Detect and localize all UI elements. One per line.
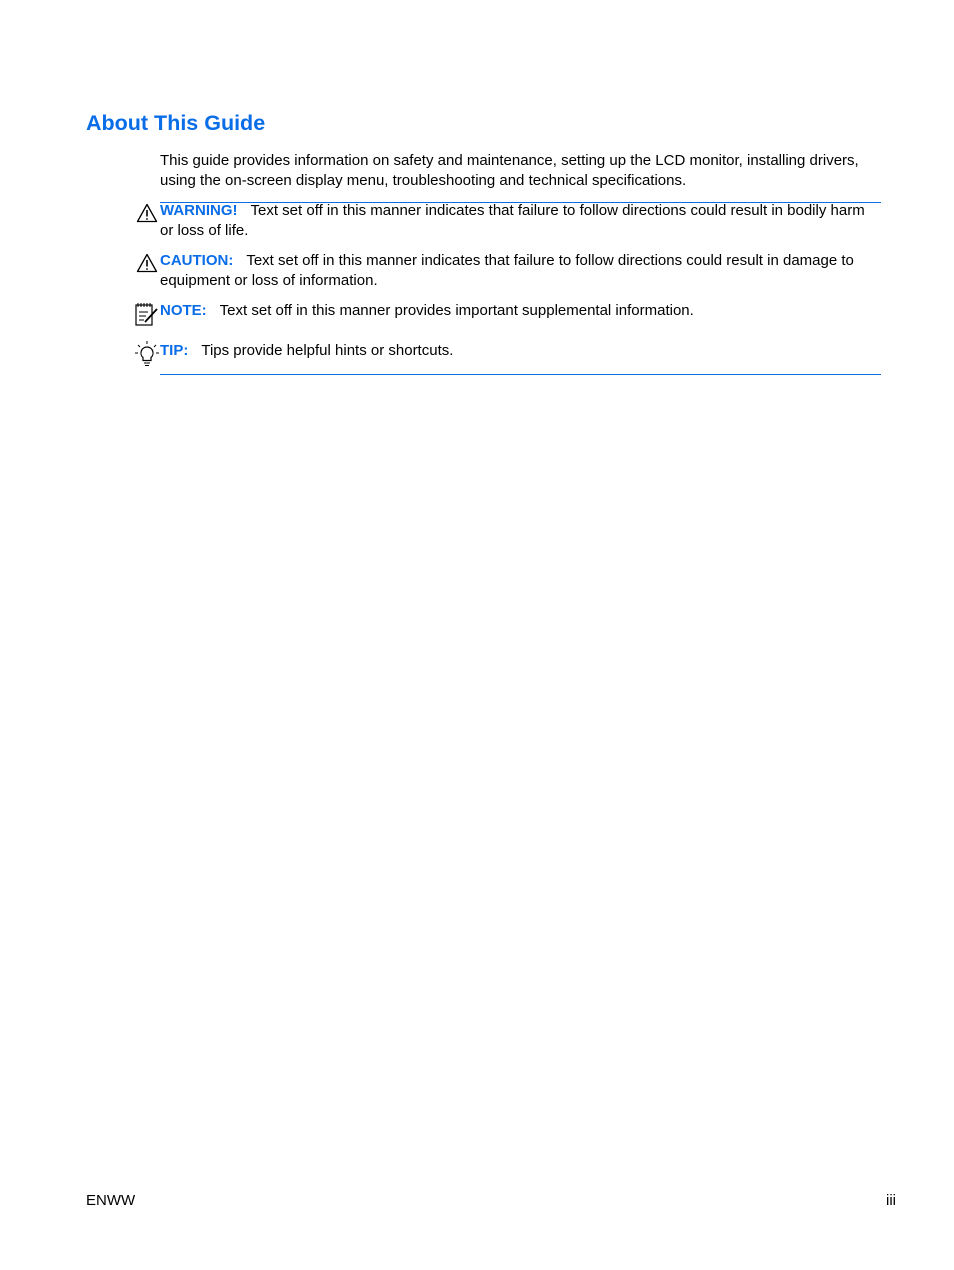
note-text: Text set off in this manner provides important supplemental information. (219, 302, 694, 319)
footer-left: ENWW (86, 1192, 136, 1209)
caution-label: CAUTION: (160, 252, 234, 269)
note-notice (160, 301, 882, 321)
note-label: NOTE: (160, 302, 207, 319)
tip-text: Tips provide helpful hints or shortcuts. (201, 342, 454, 359)
notice-bottom-rule (160, 374, 881, 375)
caution-text: Text set off in this manner indicates that failure to follow directions could result in damage to equipment or loss of information. (160, 252, 854, 289)
page-number: iii (886, 1192, 896, 1209)
tip-notice (160, 341, 882, 361)
note-pad-icon (134, 301, 160, 327)
warning-notice (160, 201, 882, 240)
page-title: About This Guide (86, 111, 266, 135)
warning-triangle-icon (136, 203, 158, 223)
tip-label: TIP: (160, 342, 189, 359)
lightbulb-icon (134, 340, 160, 370)
warning-label: WARNING! (160, 202, 238, 219)
intro-paragraph: This guide provides information on safety and maintenance, setting up the LCD monitor, installing drivers, using the on-screen display menu, troubleshooting and technical specifications. (160, 152, 859, 189)
warning-text: Text set off in this manner indicates that failure to follow directions could result in bodily harm or loss of life. (160, 202, 865, 239)
caution-triangle-icon (136, 253, 158, 273)
caution-notice (160, 251, 882, 290)
